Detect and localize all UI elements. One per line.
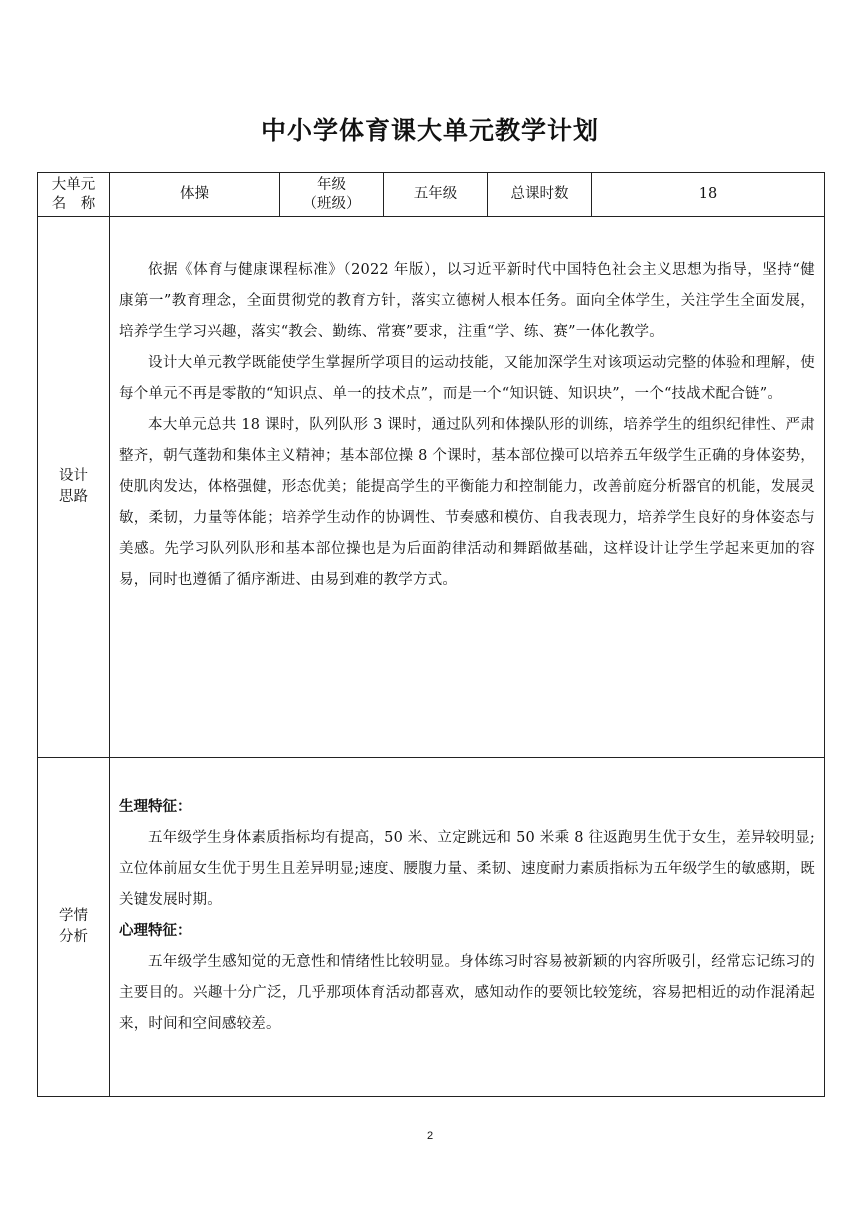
analysis-row — [38, 758, 825, 1097]
design-label-line1: 设计 — [59, 468, 88, 484]
total-hours-value: 18 — [592, 173, 825, 217]
plan-table — [37, 172, 825, 1097]
psych-text: 五年级学生感知觉的无意性和情绪性比较明显。身体练习时容易被新颖的内容所吸引，经常忘记练习的主要目的。兴趣十分广泛，几乎那项体育活动都喜欢，感知动作的要领比较笼统，容易把相近的动作混淆起来，时间和空间感较差。 — [119, 954, 815, 1032]
analysis-content — [110, 758, 825, 1097]
design-paragraph-3: 本大单元总共 18 课时，队列队形 3 课时，通过队列和体操队形的训练，培养学生的组织纪律性、严肃整齐，朝气蓬勃和集体主义精神；基本部位操 8 个课时，基本部位操可以培养五年级学生正确的身体姿势，使肌肉发达，体格强健，形态优美；能提高学生的平衡能力和控制能力，改善前庭分析器官的机能，发展灵敏，柔韧，力量等体能；培养学生动作的协调性、节奏感和模仿、自我表现力，培养学生良好的身体姿态与美感。先学习队列队形和基本部位操也是为后面韵律活动和舞蹈做基础，这样设计让学生学起来更加的容易，同时也遵循了循序渐进、由易到难的教学方式。 — [119, 417, 815, 588]
unit-name-value: 体操 — [110, 173, 280, 217]
grade-label-line1: 年级 — [317, 176, 346, 193]
grade-label — [280, 173, 384, 217]
unit-name-label — [38, 173, 110, 217]
analysis-label — [38, 758, 110, 1097]
design-label-line2: 思路 — [59, 489, 88, 505]
analysis-label-line2: 分析 — [59, 929, 88, 945]
design-paragraph-1: 依据《体育与健康课程标准》（2022 年版），以习近平新时代中国特色社会主义思想为指导，坚持“健康第一”教育理念，全面贯彻党的教育方针，落实立德树人根本任务。面向全体学生，关注学生全面发展，培养学生学习兴趣，落实“教会、勤练、常赛”要求，注重“学、练、赛”一体化教学。 — [119, 262, 815, 340]
analysis-label-line1: 学情 — [59, 908, 88, 924]
design-row — [38, 217, 825, 758]
page-number: 2 — [426, 1130, 434, 1142]
design-label — [38, 217, 110, 758]
unit-name-label-line2: 名 称 — [51, 195, 96, 212]
total-hours-label: 总课时数 — [488, 173, 592, 217]
header-row — [38, 173, 825, 217]
physio-heading: 生理特征： — [119, 799, 192, 815]
psych-heading: 心理特征： — [119, 923, 192, 939]
unit-name-label-line1: 大单元 — [51, 176, 96, 193]
grade-label-line2: （班级） — [302, 195, 361, 212]
grade-value: 五年级 — [384, 173, 488, 217]
physio-text: 五年级学生身体素质指标均有提高，50 米、立定跳远和 50 米乘 8 往返跑男生优于女生，差异较明显;立位体前屈女生优于男生且差异明显;速度、腰腹力量、柔韧、速度耐力素质指标为五年级学生的敏感期，既关键发展时期。 — [119, 830, 815, 908]
design-paragraph-2: 设计大单元教学既能使学生掌握所学项目的运动技能，又能加深学生对该项运动完整的体验和理解，使每个单元不再是零散的“知识点、单一的技术点”，而是一个“知识链、知识块”，一个“技战术配合链”。 — [119, 355, 815, 402]
design-content — [110, 217, 825, 758]
page-title: 中小学体育课大单元教学计划 — [260, 116, 599, 145]
